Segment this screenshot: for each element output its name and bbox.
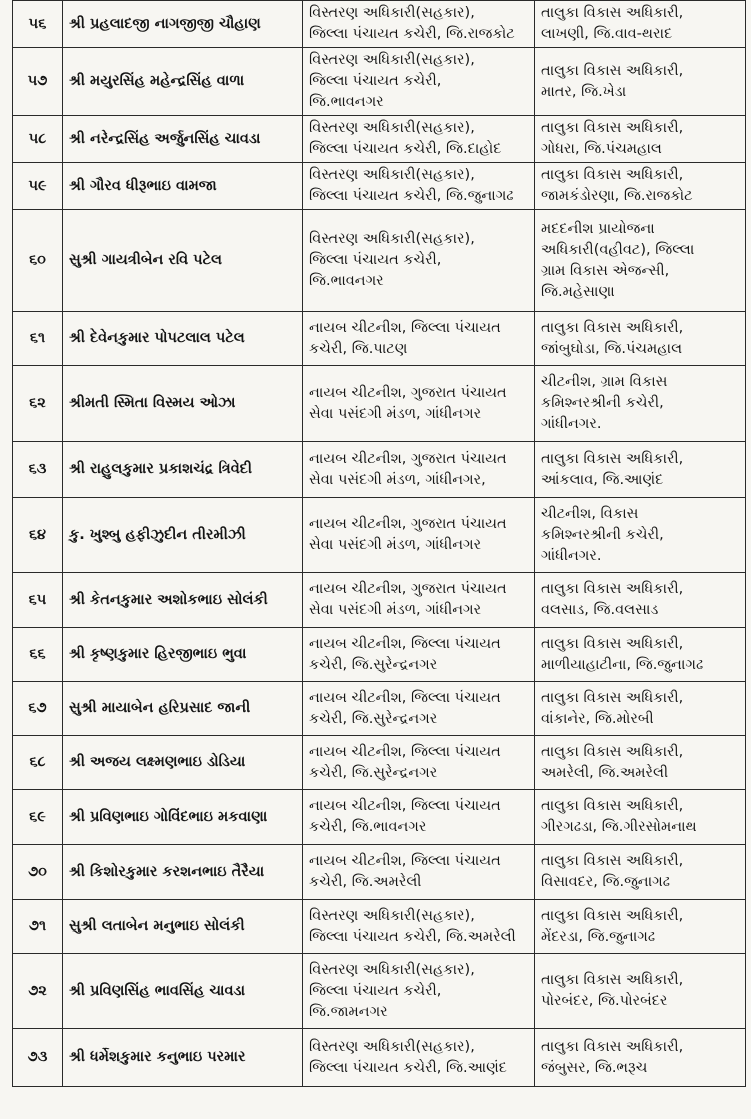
current-posting-line: કચેરી, જિ.અમરેલી (309, 874, 422, 890)
table-row (13, 682, 746, 736)
current-posting-line: નાયબ ચીટનીશ, જિલ્લા પંચાયત (309, 319, 501, 336)
serial-number: ૬૮ (13, 736, 63, 790)
new-posting (535, 1, 746, 48)
current-posting-line: વિસ્તરણ અધિકારી(સહકાર), (309, 52, 475, 68)
new-posting-line: તાલુકા વિકાસ અધિકારી, (541, 972, 684, 988)
new-posting (535, 954, 746, 1029)
new-posting-line: વાંકાનેર, જિ.મોરબી (541, 710, 654, 727)
current-posting-line: સેવા પસંદગી મંડળ, ગાંધીનગર (309, 602, 482, 618)
serial-number: ૬૦ (13, 210, 63, 312)
new-posting-line: કમિશ્નરશ્રીની કચેરી, (541, 395, 664, 411)
new-posting (535, 682, 746, 736)
table-row (13, 1, 746, 48)
new-posting-line: લાખણી, જિ.વાવ-થરાદ (541, 26, 673, 42)
new-posting (535, 366, 746, 442)
new-posting-line: તાલુકા વિકાસ અધિકારી, (541, 450, 684, 467)
new-posting (535, 312, 746, 366)
new-posting-line: તાલુકા વિકાસ અધિકારી, (541, 120, 684, 136)
new-posting-line: ગ્રામ વિકાસ એજન્સી, (541, 262, 670, 279)
current-posting-line: વિસ્તરણ અધિકારી(સહકાર), (309, 5, 475, 21)
serial-number: ૬૩ (13, 442, 63, 498)
current-posting-line: જિલ્લા પંચાયત કચેરી, (309, 252, 442, 268)
new-posting-line: તાલુકા વિકાસ અધિકારી, (541, 635, 684, 652)
serial-number: ૫૬ (13, 1, 63, 48)
serial-number: ૬૪ (13, 498, 63, 573)
current-posting-line: નાયબ ચીટનીશ, ગુજરાત પંચાયત (309, 384, 507, 401)
current-posting (303, 210, 535, 312)
current-posting-line: નાયબ ચીટનીશ, જિલ્લા પંચાયત (309, 635, 501, 652)
current-posting-line: નાયબ ચીટનીશ, ગુજરાત પંચાયત (309, 516, 507, 532)
officer-name: શ્રી કૃષ્ણકુમાર હિરજીભાઇ ભુવા (63, 628, 303, 682)
serial-number: ૭૧ (13, 900, 63, 954)
new-posting-line: તાલુકા વિકાસ અધિકારી, (541, 319, 684, 336)
serial-number: ૬૬ (13, 628, 63, 682)
serial-number: ૫૭ (13, 48, 63, 116)
current-posting-line: જિલ્લા પંચાયત કચેરી, (309, 73, 442, 89)
current-posting-line: સેવા પસંદગી મંડળ, ગાંધીનગર, (309, 471, 486, 488)
serial-number: ૬૨ (13, 366, 63, 442)
current-posting (303, 954, 535, 1029)
new-posting-line: જિ.મહેસાણા (541, 283, 615, 300)
current-posting-line: સેવા પસંદગી મંડળ, ગાંધીનગર (309, 405, 482, 422)
current-posting (303, 736, 535, 790)
officer-name: કુ. ખુશ્બુ હફીઝુદીન તીરમીઝી (63, 498, 303, 573)
new-posting (535, 116, 746, 163)
current-posting-line: કચેરી, જિ.પાટણ (309, 340, 408, 357)
new-posting (535, 790, 746, 845)
current-posting-line: સેવા પસંદગી મંડળ, ગાંધીનગર (309, 537, 482, 553)
new-posting-line: મેંદરડા, જિ.જુનાગઢ (541, 928, 656, 945)
new-posting-line: વિસાવદર, જિ.જુનાગઢ (541, 874, 670, 890)
new-posting-line: તાલુકા વિકાસ અધિકારી, (541, 907, 684, 924)
current-posting-line: જિલ્લા પંચાયત કચેરી, (309, 982, 442, 999)
table-row (13, 366, 746, 442)
current-posting-line: વિસ્તરણ અધિકારી(સહકાર), (309, 907, 475, 924)
table-row (13, 900, 746, 954)
current-posting-line: જિલ્લા પંચાયત કચેરી, જિ.અમરેલી (309, 928, 516, 945)
new-posting-line: માળીયાહાટીના, જિ.જુનાગઢ (541, 656, 704, 673)
officer-name: શ્રી કિશોરકુમાર કરશનભાઇ તૈરૈયા (63, 845, 303, 900)
new-posting (535, 48, 746, 116)
current-posting (303, 366, 535, 442)
officer-name: શ્રીમતી સ્મિતા વિસ્મય ઓઝા (63, 366, 303, 442)
new-posting (535, 900, 746, 954)
new-posting-line: જાંબુઘોડા, જિ.પંચમહાલ (541, 340, 683, 357)
table-row (13, 116, 746, 163)
new-posting-line: તાલુકા વિકાસ અધિકારી, (541, 853, 684, 869)
new-posting-line: તાલુકા વિકાસ અધિકારી, (541, 798, 684, 814)
new-posting (535, 498, 746, 573)
new-posting (535, 210, 746, 312)
serial-number: ૭૩ (13, 1029, 63, 1087)
new-posting-line: તાલુકા વિકાસ અધિકારી, (541, 62, 684, 79)
new-posting (535, 163, 746, 210)
serial-number: ૭૨ (13, 954, 63, 1029)
current-posting (303, 900, 535, 954)
new-posting (535, 1029, 746, 1087)
officer-name: શ્રી મયુરસિંહ મહેન્દ્રસિંહ વાળા (63, 48, 303, 116)
current-posting (303, 1029, 535, 1087)
officer-name: શ્રી પ્રવિણભાઇ ગોવિંદભાઇ મકવાણા (63, 790, 303, 845)
new-posting-line: અધિકારી(વહીવટ), જિલ્લા (541, 241, 695, 258)
table-row (13, 573, 746, 628)
new-posting (535, 442, 746, 498)
current-posting (303, 498, 535, 573)
new-posting-line: તાલુકા વિકાસ અધિકારી, (541, 581, 684, 597)
new-posting-line: જામકંડોરણા, જિ.રાજકોટ (541, 188, 693, 204)
current-posting (303, 48, 535, 116)
new-posting (535, 573, 746, 628)
officer-name: શ્રી ગૌરવ ધીરૂભાઇ વામજા (63, 163, 303, 210)
new-posting-line: ચીટનીશ, ગ્રામ વિકાસ (541, 374, 668, 390)
table-row (13, 628, 746, 682)
current-posting-line: જિલ્લા પંચાયત કચેરી, જિ.દાહોદ (309, 141, 502, 157)
current-posting-line: કચેરી, જિ.સુરેન્દ્રનગર (309, 656, 438, 673)
new-posting-line: તાલુકા વિકાસ અધિકારી, (541, 743, 684, 760)
new-posting-line: મદદનીશ પ્રાયોજના (541, 220, 655, 237)
officer-name: શ્રી નરેન્દ્રસિંહ અર્જુનસિંહ ચાવડા (63, 116, 303, 163)
current-posting (303, 163, 535, 210)
current-posting (303, 573, 535, 628)
table-row (13, 498, 746, 573)
new-posting-line: તાલુકા વિકાસ અધિકારી, (541, 167, 684, 183)
current-posting-line: જિલ્લા પંચાયત કચેરી, જિ.જુનાગઢ (309, 188, 514, 204)
current-posting-line: વિસ્તરણ અધિકારી(સહકાર), (309, 231, 475, 247)
current-posting-line: વિસ્તરણ અધિકારી(સહકાર), (309, 961, 475, 978)
new-posting (535, 845, 746, 900)
officer-name: શ્રી અજય લક્ષ્મણભાઇ ડોડિયા (63, 736, 303, 790)
current-posting (303, 312, 535, 366)
new-posting-line: માતર, જિ.ખેડા (541, 83, 627, 100)
new-posting-line: ગાંધીનગર. (541, 416, 602, 432)
current-posting-line: જિલ્લા પંચાયત કચેરી, જિ.રાજકોટ (309, 26, 515, 42)
current-posting-line: વિસ્તરણ અધિકારી(સહકાર), (309, 167, 475, 183)
officer-name: સુશ્રી માયાબેન હરિપ્રસાદ જાની (63, 682, 303, 736)
new-posting-line: ગોધરા, જિ.પંચમહાલ (541, 141, 662, 157)
serial-number: ૬૭ (13, 682, 63, 736)
officer-name: શ્રી કેતનકુમાર અશોકભાઇ સોલંકી (63, 573, 303, 628)
table-row (13, 845, 746, 900)
current-posting-line: જિલ્લા પંચાયત કચેરી, જિ.આણંદ (309, 1059, 507, 1076)
table-row (13, 736, 746, 790)
current-posting (303, 1, 535, 48)
current-posting-line: નાયબ ચીટનીશ, જિલ્લા પંચાયત (309, 798, 501, 814)
new-posting-line: ગાંધીનગર. (541, 547, 602, 564)
table-body (13, 1, 746, 1087)
table-row (13, 442, 746, 498)
table-row (13, 312, 746, 366)
table-row (13, 954, 746, 1029)
current-posting-line: જિ.ભાવનગર (309, 273, 384, 289)
current-posting (303, 682, 535, 736)
serial-number: ૫૯ (13, 163, 63, 210)
new-posting-line: ગીરગઢડા, જિ.ગીરસોમનાથ (541, 819, 697, 835)
serial-number: ૬૫ (13, 573, 63, 628)
new-posting-line: તાલુકા વિકાસ અધિકારી, (541, 5, 684, 21)
new-posting-line: તાલુકા વિકાસ અધિકારી, (541, 1038, 684, 1055)
new-posting-line: પોરબંદર, જિ.પોરબંદર (541, 993, 668, 1009)
officer-name: શ્રી દેવેનકુમાર પોપટલાલ પટેલ (63, 312, 303, 366)
serial-number: ૭૦ (13, 845, 63, 900)
officer-name: શ્રી રાહુલકુમાર પ્રકાશચંદ્ર ત્રિવેદી (63, 442, 303, 498)
new-posting-line: જંબુસર, જિ.ભરૂચ (541, 1059, 648, 1076)
current-posting-line: વિસ્તરણ અધિકારી(સહકાર), (309, 1038, 475, 1055)
officer-name: સુશ્રી લતાબેન મનુભાઇ સોલંકી (63, 900, 303, 954)
serial-number: ૬૯ (13, 790, 63, 845)
officer-name: શ્રી પ્રહલાદજી નાગજીજી ચૌહાણ (63, 1, 303, 48)
current-posting (303, 790, 535, 845)
new-posting-line: કમિશ્નરશ્રીની કચેરી, (541, 526, 664, 543)
current-posting-line: કચેરી, જિ.ભાવનગર (309, 819, 427, 835)
table-row (13, 163, 746, 210)
officer-name: સુશ્રી ગાયત્રીબેન રવિ પટેલ (63, 210, 303, 312)
current-posting-line: નાયબ ચીટનીશ, જિલ્લા પંચાયત (309, 743, 501, 760)
current-posting-line: જિ.ભાવનગર (309, 94, 384, 110)
current-posting (303, 116, 535, 163)
current-posting-line: નાયબ ચીટનીશ, ગુજરાત પંચાયત (309, 450, 507, 467)
new-posting (535, 628, 746, 682)
new-posting-line: તાલુકા વિકાસ અધિકારી, (541, 689, 684, 706)
serial-number: ૬૧ (13, 312, 63, 366)
current-posting-line: કચેરી, જિ.સુરેન્દ્રનગર (309, 764, 438, 781)
officer-name: શ્રી પ્રવિણસિંહ ભાવસિંહ ચાવડા (63, 954, 303, 1029)
current-posting-line: જિ.જામનગર (309, 1003, 388, 1020)
current-posting-line: કચેરી, જિ.સુરેન્દ્રનગર (309, 710, 438, 727)
table-row (13, 790, 746, 845)
current-posting-line: નાયબ ચીટનીશ, ગુજરાત પંચાયત (309, 581, 507, 597)
new-posting (535, 736, 746, 790)
current-posting (303, 442, 535, 498)
serial-number: ૫૮ (13, 116, 63, 163)
table-row (13, 210, 746, 312)
current-posting-line: નાયબ ચીટનીશ, જિલ્લા પંચાયત (309, 689, 501, 706)
new-posting-line: અમરેલી, જિ.અમરેલી (541, 764, 669, 781)
table-row (13, 48, 746, 116)
current-posting (303, 845, 535, 900)
transfer-table (12, 0, 746, 1087)
current-posting-line: નાયબ ચીટનીશ, જિલ્લા પંચાયત (309, 853, 501, 869)
new-posting-line: ચીટનીશ, વિકાસ (541, 505, 639, 522)
current-posting (303, 628, 535, 682)
officer-name: શ્રી ધર્મેશકુમાર કનુભાઇ પરમાર (63, 1029, 303, 1087)
new-posting-line: વલસાડ, જિ.વલસાડ (541, 602, 659, 618)
new-posting-line: આંકલાવ, જિ.આણંદ (541, 471, 664, 488)
current-posting-line: વિસ્તરણ અધિકારી(સહકાર), (309, 120, 475, 136)
table-row (13, 1029, 746, 1087)
